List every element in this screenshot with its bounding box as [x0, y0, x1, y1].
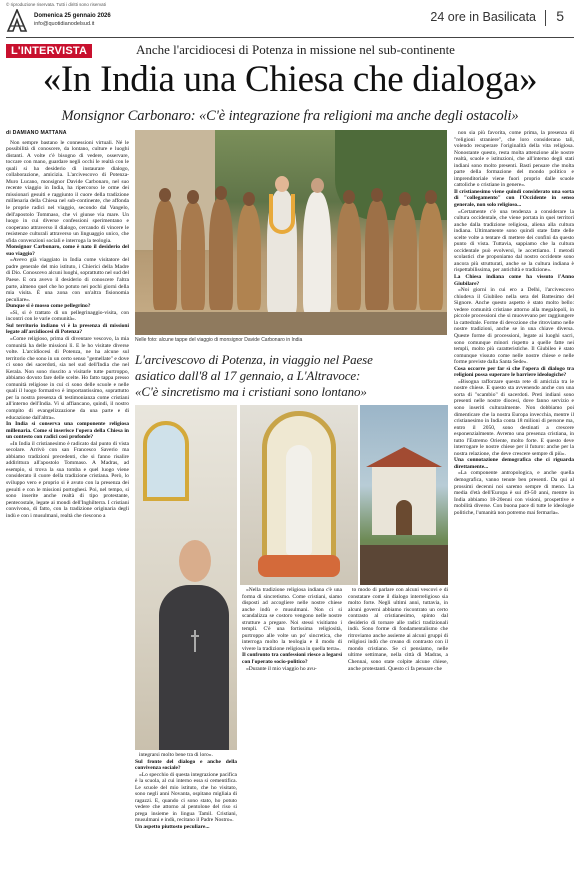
- question: Sul fronte del dialogo e anche della convivenza sociale?: [135, 758, 237, 772]
- question: In India si conserva una componente religiosa millenaria. Come si inserisce l'opera della Chiesa in un contesto con radici così profonde?: [6, 421, 129, 441]
- answer: «In India il cristianesimo è radicato dal punto di vista secolare. Arrivò con san Francesco Saverio ma abbiamo tradizioni precedenti, che si fanno risalire addirittura all'apostolo Tommaso. A Madras, ad esempio, si trova la sua tomba e quel luogo viene considerato il cuore della tradizione cristiana. Però, lo sviluppo vero e proprio si è avuto con la presenza dei gesuiti e con le missioni portoghesi. Poi, nel tempo, si sono inserite anche realtà di tipo protestante, pentecostale, legate ai mondi dell'Inghilterra. I cristiani convivono, di fatto, con la tradizione originaria degli indù e con i musulmani, realtà che riescono a: [6, 440, 129, 519]
- bishop-photo: [135, 405, 237, 750]
- page-number: 5: [556, 8, 564, 24]
- article-column-4: [348, 587, 448, 868]
- question: Sul territorio indiano vi è la presenza di missioni legate all'arcidiocesi di Potenza?: [6, 322, 129, 336]
- headline: «In India una Chiesa che dialoga»: [42, 59, 538, 100]
- bishop-body: [159, 585, 229, 750]
- nun-figure: [419, 202, 443, 310]
- statue: [286, 445, 312, 555]
- answer: «Sì, si è trattato di un pellegrinaggio-visita, con incontri con le varie comunità».: [6, 309, 129, 323]
- flowers: [258, 555, 340, 577]
- bishop-head: [179, 540, 211, 582]
- church-photo: [360, 405, 448, 585]
- person-head: [159, 188, 171, 202]
- answer: to modo di parlare con alcuni vescovi e di constatare come il dialogo interreligioso sia molto forte. Negli ultimi anni, tuttavia, in alcuni governi abbiamo riscontrato un certo contrasto al cristianesimo, spinto dal desiderio di tornare alle radici tradizionali indù. Sono forme di fondamentalismo che ritroviamo anche assieme ai alcuni gruppi di religiosi indù che creano di contrasto con il mondo cristiano. Se ci pensiamo, nelle ultime settimane, nella città di Madras, a Chennai, sono state colpite alcune chiese, anche protestanti. Questo ci fa pensare che: [348, 587, 448, 672]
- answer: «Lo specchio di questa integrazione pacifica è la scuola, al cui interno essa si cementifica. Le scuole del mio istituto, che ho visitato, sono negli anni Novanta, ospitano migliaia di ragazzi. E, quando ci sono stato, ho potuto vedere che attorno al pentolone del riso si prega insieme in lingua Tamil. Cristiani, musulmani e indù, recitano il Padre Nostro».: [135, 771, 237, 824]
- flower-garland: [269, 194, 295, 234]
- article-column-3: [242, 587, 342, 868]
- answer: «Come religioso, prima di diventare vescovo, la mia comunità ha delle missioni lì. E le ho visitate diverse volte. L'arcidiocesi di Potenza, ne ha alcune sul territorio che sono in un certo senso "gemellate" e dove ci sono dei sacerdoti, sia nel sud dell'India che nel Kerala. Non sono riuscito a visitarle tutte purtroppo, abbiamo dovuto fare delle scelte. Ho fatto tappa presso comunità religiose in cui ci sono delle scuole e nelle quali il luogo formativo è importantissimo, soprattutto per la nostra presenza di testimonianza come cristiani all'interno dell'India. Vi si affiancano, quindi, il nostro compito di evangelizzazione da una parte e di educazione dall'altra».: [6, 335, 129, 421]
- answer: «Durante il mio viaggio ho avu-: [246, 665, 317, 672]
- question: Un aspetto piuttosto peculiare...: [135, 824, 210, 831]
- crowd: [360, 545, 448, 585]
- person-head: [215, 186, 227, 200]
- answer: «Avevo già viaggiato in India come visitatore del padre generale del mio istituto, i Chierici della Madre di Dio. Conoscevo alcuni luoghi, soprattutto nel sud del Paese. E ora avevo il desiderio di conoscere l'altra parte, almeno quel che ho potuto nei pochi giorni della mia visita. È una zona con un'altra fisionomia peculiare».: [6, 257, 129, 303]
- nun-figure: [237, 204, 261, 310]
- answer: «Certamente c'è una tendenza a considerare la cultura occidentale, che viene portata in quei territori anche dalla tradizione religiosa, aliena alla cultura indiana. Ultimamente sono quindi state fatte delle scelte volte a tentare di mettere dei confini da questo punto di vista. Tuttavia, sappiamo che la cultura occidentale può evolversi, le accettiamo. I metodi scolastici che proponiamo dal nostro occidente sono ancora più strutturati, anche se la cultura indiana è rispettabilissima, per antichità e tradizione».: [454, 208, 574, 274]
- article-column-2: [135, 752, 237, 868]
- question: Dunque si è mosso come pellegrino?: [6, 303, 91, 310]
- person-head: [425, 190, 437, 204]
- kicker-text: Anche l'arcidiocesi di Potenza in missione nel sub-continente: [136, 42, 455, 57]
- nun-figure: [337, 202, 361, 310]
- nun-figure: [303, 192, 331, 314]
- answer: «Bisogna rafforzare questa rete di amicizia tra le nostre chiese. E questo sta avvenendo anche con una sorta di "scambio" di sacerdoti. Preti indiani sono presenti nelle nostre diocesi, dove fanno servizio e sono inseriti culturalmente. Non dobbiamo poi dimenticare che la nostra Europa invecchia, mentre il cristianesimo in India conta 18 milioni di persone ma, entro il 2050, sono destinati a crescere esponenzialmente. Avremo una presenza cristiana, in tutto l'Estremo Oriente, molto forte. E questo deve interrogare le nostre chiese per il futuro: anche per la nostra relazione, che deve crescere sempre di più».: [454, 378, 574, 457]
- arch-window: [143, 421, 189, 501]
- kicker-label: L'INTERVISTA: [6, 44, 92, 58]
- deck-line-1: L'arcivescovo di Potenza, in viaggio nel Paese: [135, 352, 373, 367]
- question: La Chiesa indiana come ha vissuto l'Anno Giubilare?: [454, 274, 574, 287]
- answer: «La componente antropologica, e anche quella demografica, vanno tenute ben presenti. Da qui al prossimi decenni noi saremo sempre di meno. La media d'età dell'Europa è sui 49-50 anni, mentre in India abbiamo 18-20enni con visioni, prospettive e mobilità diverse. Con buona pace di tutte le ideologie politiche, l'umanità non potremo mai fermarla».: [454, 470, 574, 516]
- person-head: [275, 176, 289, 192]
- pectoral-cross-icon: [191, 630, 199, 652]
- person-head: [243, 192, 255, 206]
- nun-figure: [181, 202, 205, 310]
- church-door: [396, 500, 412, 535]
- header-rule: [6, 37, 574, 38]
- subhead: Monsignor Carbonaro: «C'è integrazione fra religioni ma anche degli ostacoli»: [61, 108, 519, 124]
- church-roof: [366, 447, 442, 467]
- shrine-photo: [240, 405, 358, 585]
- ground: [135, 312, 447, 335]
- question: Il cristianesimo viene quindi considerato una sorta di "collegamento" con l'Occidente in senso generale, non solo religioso...: [454, 188, 574, 209]
- copyright-line: © riproduzione riservata. Tutti i diritti sono riservati: [6, 2, 106, 7]
- nun-figure: [209, 198, 233, 310]
- deck-line-3: «C'è sincretismo ma i cristiani sono lontano»: [135, 384, 367, 399]
- intro-paragraph: Non sempre bastano le connessioni virtuali. Né le possibilità di conoscere, da lontano, culture e luoghi distanti. A volte c'è bisogno di vedere, osservare, toccare con mano, guardare negli occhi le realtà con le quali si ha desiderio di instaurare dialogo, collaborazione, amicizia. L'arcivescovo di Potenza-Muro Lucano, monsignor Davide Carbonaro, nel suo recente viaggio in India, ha ripercorso le orme dei missionari gesuiti e raggiunto il cuore della tradizione millenaria della Chiesa nel sub-continente, che affonda le proprie radici nel viaggio, secondo dal Vangelo, dell'apostolo Tommaso, che vi giunse via mare. Un luogo in cui diverse confessioni sperimentano e cooperano attraverso il dialogo, cercando di vincere le resistenze culturali attraverso un linguaggio unico, che sfida convenzioni sociali e interroga la teologia.: [6, 139, 129, 244]
- question: Una connotazione demografica che ci riguarda direttamente...: [454, 457, 574, 470]
- answer: «Noi giorni in cui ero a Delhi, l'arcivescovo chiudeva il Giubileo nella sera del Battesimo del Signore. Anche questo aspetto è stato molto bello: vedere comunità cristiane attorno alla megalopoli, in piccole processioni che si muovevano per raggiungere la cattedrale. Forme di devozione che ritroviamo nelle nostre tradizioni, anche se in una chiave diversa. Queste forme di processioni, legate ai luoghi sacri, sono comunque minori rispetto a quelle fatte nei templi, molto più caratteristiche. Il Giubileo è stato comunque vissuto come nelle nostre chiese e nelle forme previste dalla Santa Sede».: [454, 287, 574, 366]
- answer: non sia più favorita, come prima, la presenza di "religioni straniere", che loro considerano tali, volendo recuperare l'originalità della vita religiosa. Nonostante questo, resta molta attenzione alle nostre realtà, scuole e istituzioni, che all'interno degli stati indiani sono molto presenti. Basti pensare che molta parte della formazione del mondo politico e imprenditoriale viene fuori proprio dalle scuole cattoliche o cristiane in genere».: [454, 130, 574, 189]
- person-head: [399, 192, 411, 206]
- nun-figure: [153, 200, 177, 310]
- question: Monsignor Carbonaro, come è nato il desiderio del suo viaggio?: [6, 244, 129, 257]
- deck: [135, 352, 447, 400]
- photo-caption: Nelle foto: alcune tappe del viaggio di monsignor Davide Carbonaro in India: [135, 337, 303, 343]
- group-photo: [135, 130, 447, 335]
- nun-figure: [393, 204, 417, 310]
- person-head: [311, 178, 324, 193]
- deck-line-2: asiatico dall'8 al 17 gennaio, a L'Altravoce:: [135, 368, 361, 383]
- contact-email[interactable]: info@quotidianodelsud.it: [34, 21, 95, 27]
- article-column-1: [6, 130, 129, 868]
- question: Il confronto tra confessioni riesce a legarsi con l'operato socio-politico?: [242, 652, 342, 666]
- person-head: [371, 188, 383, 202]
- article-column-5: [454, 130, 574, 868]
- issue-date: Domenica 25 gennaio 2026: [34, 13, 111, 19]
- byline: di DAMIANO MATTANA: [6, 130, 67, 136]
- question: Cosa occorre per far sì che l'opera di dialogo tra religioni possa superare le barriere ideologiche?: [454, 365, 574, 379]
- logo-icon: [6, 9, 28, 33]
- person-head: [187, 190, 199, 204]
- person-head: [343, 190, 355, 204]
- nun-figure: [365, 200, 389, 310]
- answer: «Nella tradizione religiosa indiana c'è una forma di sincretismo. Come cristiani, siamo disposti ad accogliere nelle nostre chiese anche indù e musulmani. Non ci si scandalizza se costoro vengono nelle nostre strutture a pregare. Noi stessi visitiamo i templi. C'è una fortissima religiosità, purtroppo alle volte un po' sincretica, che interroga molto la teologia e il modo di vivere la tradizione religiosa in quella terra».: [242, 587, 342, 652]
- answer: integrarsi molto bene tra di loro».: [139, 752, 213, 758]
- section-divider: [545, 10, 546, 26]
- section-title: 24 ore in Basilicata: [430, 10, 536, 24]
